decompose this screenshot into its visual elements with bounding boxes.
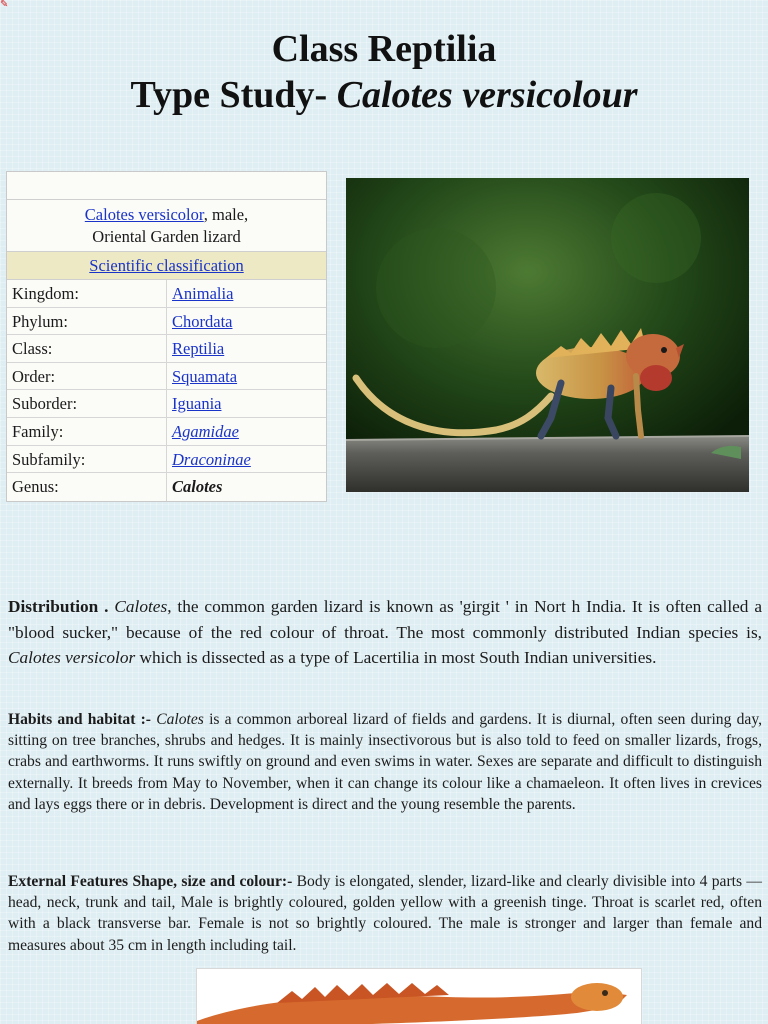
lizard-photo [346, 178, 749, 492]
distribution-text-end: which is dissected as a type of Lacertilia in most South Indian universities. [135, 648, 657, 667]
rank-label: Class: [7, 335, 167, 362]
genus-value: Calotes [172, 477, 223, 497]
distribution-heading: Distribution . [8, 597, 109, 616]
lizard-drawing-figure [196, 968, 642, 1024]
species-link[interactable]: Calotes versicolor [84, 205, 204, 224]
rank-value-link[interactable]: Chordata [172, 311, 233, 331]
genus-italic: Calotes [114, 597, 168, 616]
table-row [7, 280, 326, 308]
pen-mark-icon: ✎ [0, 0, 9, 10]
infobox-header [7, 252, 326, 280]
table-row [7, 335, 326, 363]
rank-label: Kingdom: [7, 280, 167, 307]
caption-common-name: Oriental Garden lizard [92, 227, 241, 246]
table-row [7, 473, 326, 501]
infobox-caption [7, 200, 326, 252]
table-row [7, 446, 326, 474]
rank-value-link[interactable]: Reptilia [172, 339, 225, 359]
lizard-drawing [197, 969, 642, 1024]
distribution-paragraph [8, 594, 762, 671]
table-row [7, 308, 326, 336]
external-features-heading: External Features Shape, size and colour:- [8, 873, 293, 890]
rank-label: Suborder: [7, 390, 167, 417]
classification-infobox [6, 171, 327, 502]
title-species: Calotes versicolour [336, 74, 638, 116]
external-features-text: Body is elongated, slender, lizard-like and clearly divisible into 4 parts —head, neck, trunk and tail, Male is brightly coloured, golden yellow with a greenish tinge. Throat is scarlet red, often with a black transverse bar. Female is not so brightly coloured. The male is stronger and larger than female and measures about 35 cm in length including tail. [8, 873, 762, 954]
external-features-paragraph [8, 871, 762, 956]
infobox-top-blank [7, 172, 326, 200]
rank-value-link[interactable]: Squamata [172, 366, 238, 386]
species-italic: Calotes versicolor [8, 648, 136, 667]
table-row [7, 418, 326, 446]
habits-paragraph [8, 709, 762, 815]
caption-text: , male, [203, 205, 249, 224]
lizard-illustration [346, 178, 749, 492]
page-title [0, 26, 768, 118]
rank-label: Subfamily: [7, 446, 167, 473]
rank-value-link[interactable]: Animalia [172, 284, 234, 303]
title-prefix: Type Study- [130, 74, 337, 116]
habits-text: is a common arboreal lizard of fields and gardens. It is diurnal, often seen during day, sitting on tree branches, shrubs and hedges. It is mainly insectivorous but is also told to feed on smaller lizards, frogs, crabs and earthworms. It runs swiftly on ground and even swims in water. Sexes are separate and difficult to distinguish externally. It breeds from May to November, when it can change its colour like a chamaeleon. It often lives in crevices and lays eggs there or in debris. Development is direct and the young resemble the parents. [8, 711, 763, 813]
rank-label: Genus: [7, 473, 167, 501]
habits-heading: Habits and habitat :- [8, 711, 151, 728]
genus-italic: Calotes [156, 711, 204, 728]
distribution-text: , the common garden lizard is known as 'girgit ' in Nort h India. It is often called a "blood sucker," because of the red colour of throat. The most commonly distributed Indian species is, [8, 597, 763, 642]
rank-label: Family: [7, 418, 167, 445]
title-line-1: Class Reptilia [271, 28, 497, 70]
rank-value-link[interactable]: Draconinae [172, 449, 251, 469]
rank-value-link[interactable]: Iguania [172, 394, 222, 414]
scientific-classification-link[interactable]: Scientific classification [89, 256, 244, 275]
rank-label: Phylum: [7, 308, 167, 335]
rank-value-link[interactable]: Agamidae [172, 421, 239, 441]
table-row [7, 390, 326, 418]
table-row [7, 363, 326, 391]
rank-label: Order: [7, 363, 167, 390]
title-line-2 [0, 72, 768, 118]
